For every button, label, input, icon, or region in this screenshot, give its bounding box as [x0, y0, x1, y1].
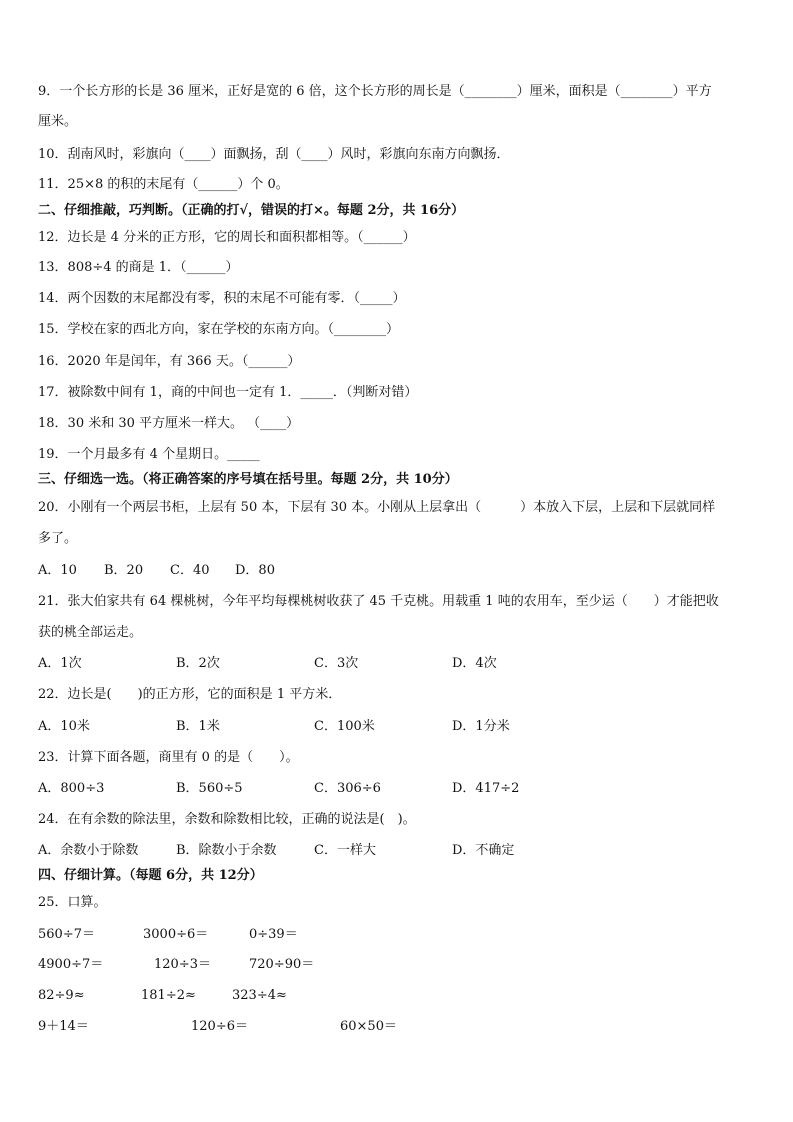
q23-option-a: A．800÷3: [38, 781, 105, 796]
mental-calc-item: 323÷4≈: [232, 988, 287, 1003]
q13: 13．808÷4 的商是 1．（______）: [38, 260, 239, 275]
q14: 14．两个因数的末尾都没有零，积的末尾不可能有零．（_____）: [38, 291, 406, 306]
q20-line1: 20．小刚有一个两层书柜，上层有 50 本，下层有 30 本。小刚从上层拿出（ ）本放入下层，上层和下层就同样: [38, 500, 716, 515]
q22-option-c: C．100米: [314, 719, 375, 734]
section-2-heading: 二、仔细推敲，巧判断。（正确的打√，错误的打×。每题 2分，共 16分）: [38, 203, 465, 218]
q16: 16．2020 年是闰年，有 366 天。（______）: [38, 354, 301, 369]
q9-line2: 厘米。: [38, 114, 78, 129]
mental-calc-item: 82÷9≈: [38, 988, 85, 1003]
q19: 19．一个月最多有 4 个星期日。_____: [38, 447, 260, 462]
mental-calc-item: 3000÷6＝: [143, 927, 209, 942]
mental-calc-item: 0÷39＝: [249, 927, 298, 942]
q24-line1: 24．在有余数的除法里，余数和除数相比较，正确的说法是( )。: [38, 812, 416, 827]
q12: 12．边长是 4 分米的正方形，它的周长和面积都相等。（______）: [38, 230, 416, 245]
q21-option-c: C．3次: [314, 656, 359, 671]
q11: 11．25×8 的积的末尾有（______）个 0。: [38, 177, 289, 192]
q21-option-d: D．4次: [452, 656, 497, 671]
q22-line1: 22．边长是( )的正方形，它的面积是 1 平方米．: [38, 687, 342, 702]
q22-option-b: B．1米: [176, 719, 220, 734]
mental-calc-item: 4900÷7＝: [38, 957, 104, 972]
q23-option-b: B．560÷5: [176, 781, 243, 796]
q17: 17．被除数中间有 1，商的中间也一定有 1．_____．（判断对错）: [38, 385, 418, 400]
mental-calc-item: 120÷3＝: [154, 957, 211, 972]
q15: 15．学校在家的西北方向，家在学校的东南方向。（________）: [38, 322, 400, 337]
q21-line2: 获的桃全部运走。: [38, 625, 143, 640]
q9-line1: 9．一个长方形的长是 36 厘米，正好是宽的 6 倍，这个长方形的周长是（________）厘米，面积是（________）平方: [38, 84, 712, 99]
q24-option-a: A．余数小于除数: [38, 843, 139, 858]
section-4-heading: 四、仔细计算。（每题 6分，共 12分）: [38, 868, 263, 883]
q24-option-b: B．除数小于余数: [176, 843, 277, 858]
mental-calc-item: 560÷7＝: [38, 927, 95, 942]
q10: 10．刮南风时，彩旗向（____）面飘扬，刮（____）风时，彩旗向东南方向飘扬．: [38, 147, 510, 162]
q23-option-c: C．306÷6: [314, 781, 381, 796]
q21-option-b: B．2次: [176, 656, 220, 671]
q21-option-a: A．1次: [38, 656, 82, 671]
mental-calc-item: 181÷2≈: [141, 988, 196, 1003]
q20-option-d: D．80: [235, 563, 275, 578]
q20-line2: 多了。: [38, 531, 78, 546]
q25-title: 25．口算。: [38, 895, 107, 910]
q21-line1: 21．张大伯家共有 64 棵桃树，今年平均每棵桃树收获了 45 千克桃。用载重 1 吨的农用车，至少运（ ）才能把收: [38, 594, 719, 609]
mental-calc-item: 120÷6＝: [191, 1019, 248, 1034]
q24-option-c: C．一样大: [314, 843, 376, 858]
mental-calc-item: 9＋14＝: [38, 1019, 89, 1034]
q18: 18．30 米和 30 平方厘米一样大。 （____）: [38, 416, 300, 431]
q20-option-b: B．20: [104, 563, 144, 578]
q23-option-d: D．417÷2: [452, 781, 520, 796]
mental-calc-item: 720÷90＝: [249, 957, 315, 972]
section-3-heading: 三、仔细选一选。（将正确答案的序号填在括号里。每题 2分，共 10分）: [38, 472, 458, 487]
mental-calc-item: 60×50＝: [340, 1019, 397, 1034]
q20-option-c: C．40: [170, 563, 210, 578]
q22-option-d: D．1分米: [452, 719, 510, 734]
q24-option-d: D．不确定: [452, 843, 515, 858]
q22-option-a: A．10米: [38, 719, 90, 734]
q20-option-a: A．10: [38, 563, 77, 578]
q23-line1: 23．计算下面各题，商里有 0 的是（ ）。: [38, 750, 299, 765]
